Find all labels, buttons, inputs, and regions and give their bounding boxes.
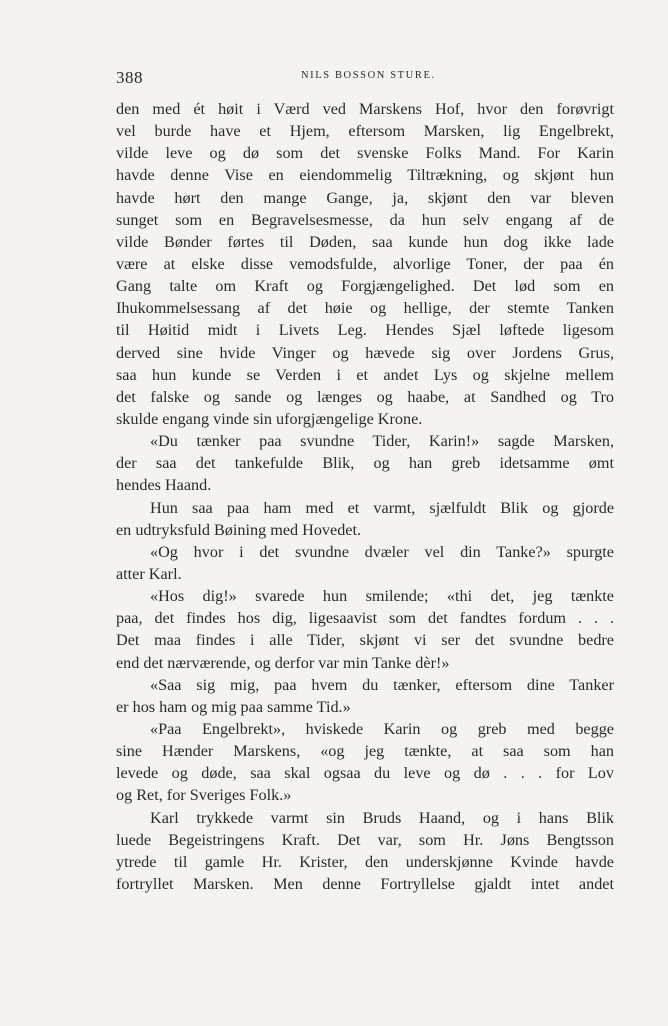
text-line: «Og hvor i det svundne dvæler vel din Tanke?» spurgte [150, 542, 614, 561]
text-line: saa hun kunde se Verden i et andet Lys og skjelne mellem [116, 365, 614, 384]
text-line: Ihukommelsessang af det høie og hellige, der stemte Tanken [116, 299, 614, 318]
text-line: sine Hænder Marskens, «og jeg tænkte, at saa som han [116, 742, 614, 761]
text-line: end det nærværende, og derfor var min Tanke dèr!» [116, 653, 450, 672]
text-line: vilde leve og dø som det svenske Folks Mand. For Karin [116, 144, 614, 163]
text-line: og Ret, for Sveriges Folk.» [116, 786, 292, 805]
text-line: atter Karl. [116, 564, 182, 583]
text-line: det falske og sande og længes og haabe, at Sandhed og Tro [116, 387, 614, 406]
text-line: luede Begeistringens Kraft. Det var, som Hr. Jøns Bengtsson [116, 830, 614, 849]
text-line: «Paa Engelbrekt», hviskede Karin og greb med begge [150, 719, 614, 738]
text-line: «Saa sig mig, paa hvem du tænker, eftersom dine Tanker [150, 675, 614, 694]
body-text [116, 98, 614, 895]
text-line: Karl trykkede varmt sin Bruds Haand, og i hans Blik [150, 808, 614, 827]
text-line: være at elske disse vemodsfulde, alvorlige Toner, der paa én [116, 254, 614, 273]
text-line: en udtryksfuld Bøining med Hovedet. [116, 520, 362, 539]
page-number: 388 [116, 68, 143, 87]
text-line: Hun saa paa ham med et varmt, sjælfuldt Blik og gjorde [150, 498, 614, 517]
text-line: havde hørt den mange Gange, ja, skjønt den var bleven [116, 188, 614, 207]
text-line: levede og døde, saa skal ogsaa du leve og dø . . . for Lov [116, 764, 614, 783]
running-head: NILS BOSSON STURE. [301, 70, 436, 81]
text-line: til Høitid midt i Livets Leg. Hendes Sjæl løftede ligesom [116, 321, 614, 340]
text-line: «Hos dig!» svarede hun smilende; «thi det, jeg tænkte [150, 587, 614, 606]
text-line: hendes Haand. [116, 476, 212, 495]
text-line: vilde Bønder førtes til Døden, saa kunde hun dog ikke lade [116, 232, 614, 251]
text-line: derved sine hvide Vinger og hævede sig over Jordens Grus, [116, 343, 614, 362]
page-header [116, 64, 616, 88]
text-line: den med ét høit i Værd ved Marskens Hof, hvor den forøvrigt [116, 100, 614, 118]
text-line: «Du tænker paa svundne Tider, Karin!» sagde Marsken, [150, 432, 614, 451]
text-line: paa, det findes hos dig, ligesaavist som det fandtes fordum . . . [116, 609, 614, 628]
text-line: fortryllet Marsken. Men denne Fortryllelse gjaldt intet andet [116, 874, 614, 893]
text-line: der saa det tankefulde Blik, og han greb idetsamme ømt [116, 454, 614, 473]
text-line: ytrede til gamle Hr. Krister, den underskjønne Kvinde havde [116, 852, 614, 871]
text-line: sunget som en Begravelsesmesse, da hun selv engang af de [116, 210, 614, 229]
text-line: havde denne Vise en eiendommelig Tiltrækning, og skjønt hun [116, 166, 614, 185]
text-line: Gang talte om Kraft og Forgjængelighed. Det lød som en [116, 277, 614, 296]
text-line: skulde engang vinde sin uforgjængelige Krone. [116, 409, 423, 428]
text-line: vel burde have et Hjem, eftersom Marsken, lig Engelbrekt, [116, 122, 614, 141]
text-line: Det maa findes i alle Tider, skjønt vi ser det svundne bedre [116, 631, 614, 650]
text-line: er hos ham og mig paa samme Tid.» [116, 697, 351, 716]
